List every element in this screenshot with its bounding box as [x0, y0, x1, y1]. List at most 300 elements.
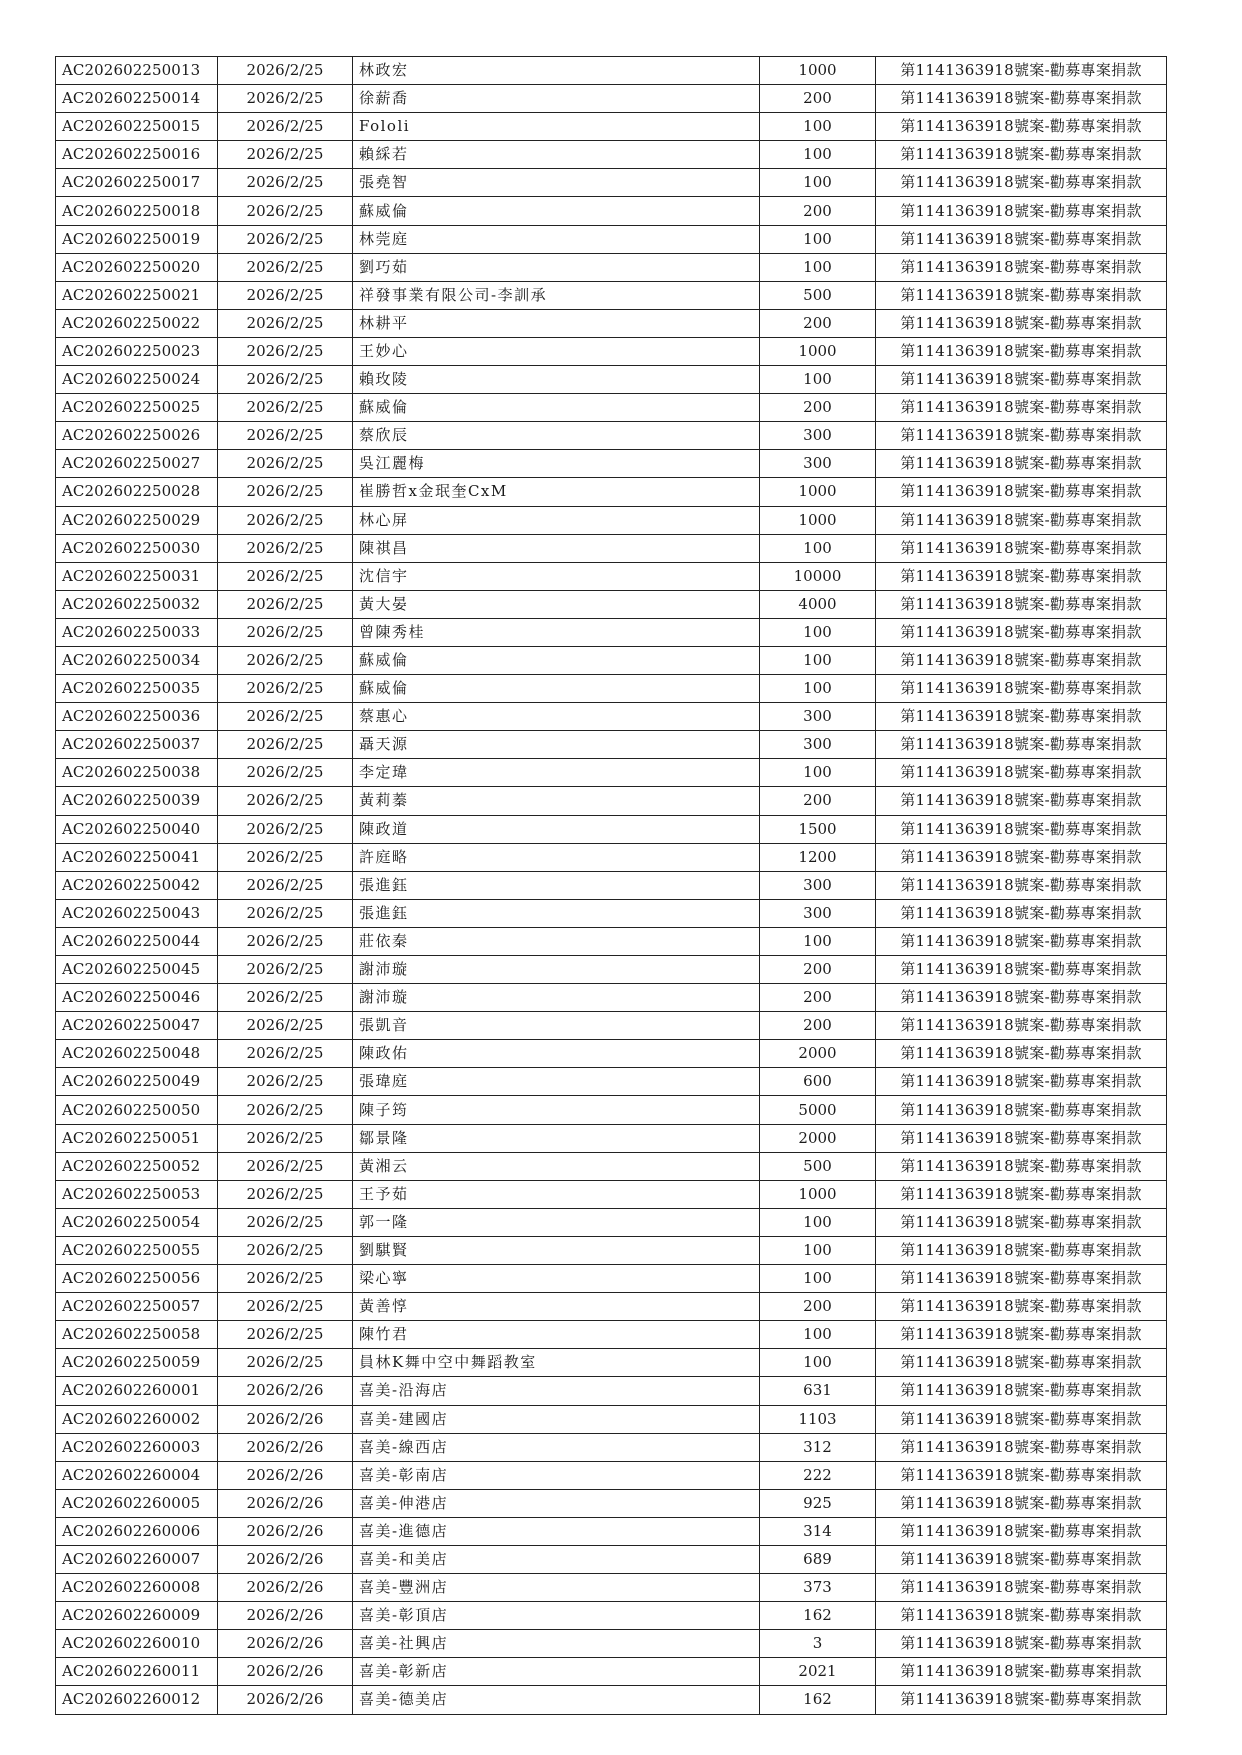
- receipt-id-cell: AC202602250018: [56, 197, 218, 225]
- case-note-cell: 第1141363918號案-勸募專案捐款: [876, 984, 1167, 1012]
- case-note-cell: 第1141363918號案-勸募專案捐款: [876, 1208, 1167, 1236]
- donor-name-cell: 張堯智: [353, 169, 760, 197]
- receipt-id-cell: AC202602250035: [56, 675, 218, 703]
- donor-name-cell: 徐薪喬: [353, 85, 760, 113]
- donor-name-cell: 張進鈺: [353, 899, 760, 927]
- amount-cell: 300: [760, 422, 876, 450]
- receipt-id-cell: AC202602250042: [56, 871, 218, 899]
- case-note-cell: 第1141363918號案-勸募專案捐款: [876, 843, 1167, 871]
- donor-name-cell: 張凱音: [353, 1012, 760, 1040]
- donor-name-cell: 郭一隆: [353, 1208, 760, 1236]
- receipt-id-cell: AC202602250052: [56, 1152, 218, 1180]
- amount-cell: 373: [760, 1574, 876, 1602]
- donation-date-cell: 2026/2/25: [218, 871, 353, 899]
- table-row: [56, 1068, 1167, 1096]
- donation-date-cell: 2026/2/25: [218, 197, 353, 225]
- amount-cell: 100: [760, 141, 876, 169]
- case-note-cell: 第1141363918號案-勸募專案捐款: [876, 1545, 1167, 1573]
- donation-date-cell: 2026/2/26: [218, 1574, 353, 1602]
- amount-cell: 200: [760, 394, 876, 422]
- amount-cell: 1103: [760, 1405, 876, 1433]
- table-row: [56, 1124, 1167, 1152]
- donor-name-cell: 黃善惇: [353, 1293, 760, 1321]
- amount-cell: 1000: [760, 57, 876, 85]
- case-note-cell: 第1141363918號案-勸募專案捐款: [876, 1349, 1167, 1377]
- case-note-cell: 第1141363918號案-勸募專案捐款: [876, 169, 1167, 197]
- table-row: [56, 1180, 1167, 1208]
- table-row: [56, 1574, 1167, 1602]
- donation-date-cell: 2026/2/25: [218, 646, 353, 674]
- donor-name-cell: 喜美-彰新店: [353, 1658, 760, 1686]
- table-row: [56, 1630, 1167, 1658]
- donor-name-cell: 王予茹: [353, 1180, 760, 1208]
- receipt-id-cell: AC202602250045: [56, 956, 218, 984]
- receipt-id-cell: AC202602250023: [56, 337, 218, 365]
- table-row: [56, 450, 1167, 478]
- donation-date-cell: 2026/2/25: [218, 450, 353, 478]
- donor-name-cell: 蘇威倫: [353, 394, 760, 422]
- donor-name-cell: 蘇威倫: [353, 646, 760, 674]
- amount-cell: 312: [760, 1433, 876, 1461]
- amount-cell: 200: [760, 787, 876, 815]
- donor-name-cell: 陳政道: [353, 815, 760, 843]
- donor-name-cell: 莊依秦: [353, 927, 760, 955]
- table-row: [56, 1377, 1167, 1405]
- donation-date-cell: 2026/2/25: [218, 1040, 353, 1068]
- donor-name-cell: 陳祺昌: [353, 534, 760, 562]
- amount-cell: 200: [760, 956, 876, 984]
- table-row: [56, 590, 1167, 618]
- donation-date-cell: 2026/2/25: [218, 534, 353, 562]
- table-row: [56, 1461, 1167, 1489]
- table-row: [56, 113, 1167, 141]
- receipt-id-cell: AC202602250029: [56, 506, 218, 534]
- case-note-cell: 第1141363918號案-勸募專案捐款: [876, 1152, 1167, 1180]
- table-row: [56, 1236, 1167, 1264]
- table-row: [56, 984, 1167, 1012]
- amount-cell: 2000: [760, 1040, 876, 1068]
- donor-name-cell: 張瑋庭: [353, 1068, 760, 1096]
- case-note-cell: 第1141363918號案-勸募專案捐款: [876, 1686, 1167, 1714]
- amount-cell: 300: [760, 899, 876, 927]
- table-row: [56, 1517, 1167, 1545]
- case-note-cell: 第1141363918號案-勸募專案捐款: [876, 1180, 1167, 1208]
- receipt-id-cell: AC202602250028: [56, 478, 218, 506]
- donor-name-cell: 喜美-彰南店: [353, 1461, 760, 1489]
- case-note-cell: 第1141363918號案-勸募專案捐款: [876, 1602, 1167, 1630]
- donor-name-cell: 喜美-和美店: [353, 1545, 760, 1573]
- receipt-id-cell: AC202602250036: [56, 703, 218, 731]
- table-row: [56, 478, 1167, 506]
- donor-name-cell: 吳江麗梅: [353, 450, 760, 478]
- table-row: [56, 422, 1167, 450]
- donor-name-cell: 喜美-彰頂店: [353, 1602, 760, 1630]
- donation-date-cell: 2026/2/25: [218, 787, 353, 815]
- donation-date-cell: 2026/2/25: [218, 1236, 353, 1264]
- case-note-cell: 第1141363918號案-勸募專案捐款: [876, 85, 1167, 113]
- donor-name-cell: 鄒景隆: [353, 1124, 760, 1152]
- donor-name-cell: 員林K舞中空中舞蹈教室: [353, 1349, 760, 1377]
- donation-date-cell: 2026/2/25: [218, 141, 353, 169]
- donation-ledger-table: [55, 56, 1167, 1715]
- donation-date-cell: 2026/2/25: [218, 337, 353, 365]
- donation-date-cell: 2026/2/25: [218, 1068, 353, 1096]
- amount-cell: 631: [760, 1377, 876, 1405]
- receipt-id-cell: AC202602250022: [56, 309, 218, 337]
- amount-cell: 100: [760, 534, 876, 562]
- table-row: [56, 169, 1167, 197]
- donor-name-cell: 喜美-線西店: [353, 1433, 760, 1461]
- receipt-id-cell: AC202602250041: [56, 843, 218, 871]
- case-note-cell: 第1141363918號案-勸募專案捐款: [876, 1265, 1167, 1293]
- receipt-id-cell: AC202602250034: [56, 646, 218, 674]
- case-note-cell: 第1141363918號案-勸募專案捐款: [876, 506, 1167, 534]
- table-row: [56, 309, 1167, 337]
- receipt-id-cell: AC202602250025: [56, 394, 218, 422]
- case-note-cell: 第1141363918號案-勸募專案捐款: [876, 815, 1167, 843]
- donor-name-cell: 蔡惠心: [353, 703, 760, 731]
- receipt-id-cell: AC202602250020: [56, 253, 218, 281]
- amount-cell: 300: [760, 731, 876, 759]
- amount-cell: 925: [760, 1489, 876, 1517]
- case-note-cell: 第1141363918號案-勸募專案捐款: [876, 1012, 1167, 1040]
- donation-date-cell: 2026/2/25: [218, 1012, 353, 1040]
- case-note-cell: 第1141363918號案-勸募專案捐款: [876, 956, 1167, 984]
- table-row: [56, 815, 1167, 843]
- receipt-id-cell: AC202602250031: [56, 562, 218, 590]
- amount-cell: 200: [760, 984, 876, 1012]
- receipt-id-cell: AC202602250055: [56, 1236, 218, 1264]
- receipt-id-cell: AC202602250030: [56, 534, 218, 562]
- donor-name-cell: 林心屏: [353, 506, 760, 534]
- case-note-cell: 第1141363918號案-勸募專案捐款: [876, 1630, 1167, 1658]
- donor-name-cell: 劉巧茹: [353, 253, 760, 281]
- donor-name-cell: 劉騏賢: [353, 1236, 760, 1264]
- case-note-cell: 第1141363918號案-勸募專案捐款: [876, 1489, 1167, 1517]
- donation-date-cell: 2026/2/26: [218, 1377, 353, 1405]
- donation-date-cell: 2026/2/25: [218, 113, 353, 141]
- donor-name-cell: 喜美-建國店: [353, 1405, 760, 1433]
- case-note-cell: 第1141363918號案-勸募專案捐款: [876, 646, 1167, 674]
- amount-cell: 100: [760, 1349, 876, 1377]
- receipt-id-cell: AC202602250043: [56, 899, 218, 927]
- amount-cell: 100: [760, 1321, 876, 1349]
- receipt-id-cell: AC202602250038: [56, 759, 218, 787]
- donation-date-cell: 2026/2/25: [218, 478, 353, 506]
- case-note-cell: 第1141363918號案-勸募專案捐款: [876, 225, 1167, 253]
- case-note-cell: 第1141363918號案-勸募專案捐款: [876, 1377, 1167, 1405]
- amount-cell: 200: [760, 1293, 876, 1321]
- receipt-id-cell: AC202602260005: [56, 1489, 218, 1517]
- table-row: [56, 1545, 1167, 1573]
- donor-name-cell: 張進鈺: [353, 871, 760, 899]
- amount-cell: 200: [760, 197, 876, 225]
- donation-date-cell: 2026/2/25: [218, 1124, 353, 1152]
- case-note-cell: 第1141363918號案-勸募專案捐款: [876, 927, 1167, 955]
- donor-name-cell: 蘇威倫: [353, 675, 760, 703]
- donor-name-cell: 黃湘云: [353, 1152, 760, 1180]
- donor-name-cell: 梁心寧: [353, 1265, 760, 1293]
- donation-date-cell: 2026/2/25: [218, 815, 353, 843]
- amount-cell: 100: [760, 253, 876, 281]
- case-note-cell: 第1141363918號案-勸募專案捐款: [876, 703, 1167, 731]
- ledger-body: [56, 57, 1167, 1715]
- case-note-cell: 第1141363918號案-勸募專案捐款: [876, 1321, 1167, 1349]
- table-row: [56, 1096, 1167, 1124]
- amount-cell: 100: [760, 675, 876, 703]
- donation-date-cell: 2026/2/26: [218, 1602, 353, 1630]
- donation-date-cell: 2026/2/26: [218, 1461, 353, 1489]
- receipt-id-cell: AC202602260002: [56, 1405, 218, 1433]
- amount-cell: 300: [760, 703, 876, 731]
- donation-date-cell: 2026/2/25: [218, 281, 353, 309]
- donor-name-cell: 聶天源: [353, 731, 760, 759]
- amount-cell: 5000: [760, 1096, 876, 1124]
- amount-cell: 500: [760, 1152, 876, 1180]
- case-note-cell: 第1141363918號案-勸募專案捐款: [876, 1096, 1167, 1124]
- amount-cell: 4000: [760, 590, 876, 618]
- case-note-cell: 第1141363918號案-勸募專案捐款: [876, 281, 1167, 309]
- amount-cell: 1000: [760, 506, 876, 534]
- table-row: [56, 534, 1167, 562]
- case-note-cell: 第1141363918號案-勸募專案捐款: [876, 253, 1167, 281]
- case-note-cell: 第1141363918號案-勸募專案捐款: [876, 450, 1167, 478]
- table-row: [56, 1433, 1167, 1461]
- table-row: [56, 57, 1167, 85]
- donation-date-cell: 2026/2/25: [218, 225, 353, 253]
- receipt-id-cell: AC202602250014: [56, 85, 218, 113]
- donor-name-cell: 曾陳秀桂: [353, 618, 760, 646]
- table-row: [56, 1152, 1167, 1180]
- amount-cell: 3: [760, 1630, 876, 1658]
- donor-name-cell: 喜美-伸港店: [353, 1489, 760, 1517]
- donor-name-cell: 謝沛璇: [353, 956, 760, 984]
- donation-date-cell: 2026/2/25: [218, 1152, 353, 1180]
- donation-date-cell: 2026/2/26: [218, 1489, 353, 1517]
- amount-cell: 1500: [760, 815, 876, 843]
- donor-name-cell: 林耕平: [353, 309, 760, 337]
- donor-name-cell: 黃莉蓁: [353, 787, 760, 815]
- donation-date-cell: 2026/2/26: [218, 1517, 353, 1545]
- amount-cell: 500: [760, 281, 876, 309]
- donor-name-cell: 陳政佑: [353, 1040, 760, 1068]
- amount-cell: 100: [760, 618, 876, 646]
- receipt-id-cell: AC202602250032: [56, 590, 218, 618]
- donor-name-cell: 喜美-進德店: [353, 1517, 760, 1545]
- amount-cell: 200: [760, 1012, 876, 1040]
- receipt-id-cell: AC202602250021: [56, 281, 218, 309]
- donor-name-cell: 蘇威倫: [353, 197, 760, 225]
- table-row: [56, 562, 1167, 590]
- donor-name-cell: 崔勝哲x金珉奎CxM: [353, 478, 760, 506]
- donation-date-cell: 2026/2/25: [218, 843, 353, 871]
- donation-date-cell: 2026/2/25: [218, 618, 353, 646]
- donor-name-cell: 李定瑋: [353, 759, 760, 787]
- receipt-id-cell: AC202602250056: [56, 1265, 218, 1293]
- donation-date-cell: 2026/2/26: [218, 1545, 353, 1573]
- receipt-id-cell: AC202602250044: [56, 927, 218, 955]
- table-row: [56, 927, 1167, 955]
- table-row: [56, 141, 1167, 169]
- amount-cell: 200: [760, 85, 876, 113]
- receipt-id-cell: AC202602250016: [56, 141, 218, 169]
- amount-cell: 100: [760, 366, 876, 394]
- receipt-id-cell: AC202602250053: [56, 1180, 218, 1208]
- donation-date-cell: 2026/2/25: [218, 169, 353, 197]
- table-row: [56, 337, 1167, 365]
- receipt-id-cell: AC202602260004: [56, 1461, 218, 1489]
- receipt-id-cell: AC202602250059: [56, 1349, 218, 1377]
- donation-date-cell: 2026/2/26: [218, 1658, 353, 1686]
- table-row: [56, 1265, 1167, 1293]
- donor-name-cell: Fololi: [353, 113, 760, 141]
- donation-ledger-page: [55, 56, 1166, 1715]
- amount-cell: 162: [760, 1602, 876, 1630]
- donor-name-cell: 黃大晏: [353, 590, 760, 618]
- case-note-cell: 第1141363918號案-勸募專案捐款: [876, 1236, 1167, 1264]
- case-note-cell: 第1141363918號案-勸募專案捐款: [876, 731, 1167, 759]
- donor-name-cell: 林莞庭: [353, 225, 760, 253]
- donation-date-cell: 2026/2/25: [218, 253, 353, 281]
- receipt-id-cell: AC202602250047: [56, 1012, 218, 1040]
- receipt-id-cell: AC202602250048: [56, 1040, 218, 1068]
- amount-cell: 100: [760, 1208, 876, 1236]
- donation-date-cell: 2026/2/25: [218, 1265, 353, 1293]
- case-note-cell: 第1141363918號案-勸募專案捐款: [876, 759, 1167, 787]
- donation-date-cell: 2026/2/25: [218, 1321, 353, 1349]
- receipt-id-cell: AC202602250039: [56, 787, 218, 815]
- donation-date-cell: 2026/2/25: [218, 366, 353, 394]
- table-row: [56, 956, 1167, 984]
- amount-cell: 100: [760, 113, 876, 141]
- donation-date-cell: 2026/2/25: [218, 1180, 353, 1208]
- case-note-cell: 第1141363918號案-勸募專案捐款: [876, 1517, 1167, 1545]
- table-row: [56, 366, 1167, 394]
- table-row: [56, 731, 1167, 759]
- table-row: [56, 225, 1167, 253]
- donation-date-cell: 2026/2/25: [218, 703, 353, 731]
- table-row: [56, 899, 1167, 927]
- amount-cell: 100: [760, 1236, 876, 1264]
- case-note-cell: 第1141363918號案-勸募專案捐款: [876, 534, 1167, 562]
- receipt-id-cell: AC202602260007: [56, 1545, 218, 1573]
- donation-date-cell: 2026/2/25: [218, 1208, 353, 1236]
- receipt-id-cell: AC202602250054: [56, 1208, 218, 1236]
- receipt-id-cell: AC202602250026: [56, 422, 218, 450]
- receipt-id-cell: AC202602250049: [56, 1068, 218, 1096]
- donation-date-cell: 2026/2/25: [218, 394, 353, 422]
- donor-name-cell: 祥發事業有限公司-李訓承: [353, 281, 760, 309]
- donor-name-cell: 沈信宇: [353, 562, 760, 590]
- donor-name-cell: 王妙心: [353, 337, 760, 365]
- donation-date-cell: 2026/2/25: [218, 927, 353, 955]
- amount-cell: 222: [760, 1461, 876, 1489]
- case-note-cell: 第1141363918號案-勸募專案捐款: [876, 1405, 1167, 1433]
- case-note-cell: 第1141363918號案-勸募專案捐款: [876, 899, 1167, 927]
- amount-cell: 2021: [760, 1658, 876, 1686]
- receipt-id-cell: AC202602250024: [56, 366, 218, 394]
- case-note-cell: 第1141363918號案-勸募專案捐款: [876, 57, 1167, 85]
- case-note-cell: 第1141363918號案-勸募專案捐款: [876, 113, 1167, 141]
- table-row: [56, 394, 1167, 422]
- donation-date-cell: 2026/2/25: [218, 1293, 353, 1321]
- table-row: [56, 197, 1167, 225]
- receipt-id-cell: AC202602260009: [56, 1602, 218, 1630]
- case-note-cell: 第1141363918號案-勸募專案捐款: [876, 1658, 1167, 1686]
- receipt-id-cell: AC202602250019: [56, 225, 218, 253]
- amount-cell: 1000: [760, 337, 876, 365]
- amount-cell: 689: [760, 1545, 876, 1573]
- table-row: [56, 1349, 1167, 1377]
- donor-name-cell: 喜美-德美店: [353, 1686, 760, 1714]
- amount-cell: 2000: [760, 1124, 876, 1152]
- donation-date-cell: 2026/2/25: [218, 1096, 353, 1124]
- donation-date-cell: 2026/2/25: [218, 562, 353, 590]
- case-note-cell: 第1141363918號案-勸募專案捐款: [876, 1574, 1167, 1602]
- donation-date-cell: 2026/2/25: [218, 57, 353, 85]
- donor-name-cell: 喜美-社興店: [353, 1630, 760, 1658]
- donation-date-cell: 2026/2/25: [218, 899, 353, 927]
- table-row: [56, 843, 1167, 871]
- amount-cell: 100: [760, 927, 876, 955]
- case-note-cell: 第1141363918號案-勸募專案捐款: [876, 590, 1167, 618]
- table-row: [56, 1686, 1167, 1714]
- amount-cell: 100: [760, 759, 876, 787]
- donor-name-cell: 賴綵若: [353, 141, 760, 169]
- donor-name-cell: 謝沛璇: [353, 984, 760, 1012]
- table-row: [56, 253, 1167, 281]
- amount-cell: 100: [760, 225, 876, 253]
- case-note-cell: 第1141363918號案-勸募專案捐款: [876, 1433, 1167, 1461]
- table-row: [56, 1040, 1167, 1068]
- receipt-id-cell: AC202602260012: [56, 1686, 218, 1714]
- table-row: [56, 1293, 1167, 1321]
- table-row: [56, 1405, 1167, 1433]
- donation-date-cell: 2026/2/25: [218, 731, 353, 759]
- case-note-cell: 第1141363918號案-勸募專案捐款: [876, 478, 1167, 506]
- receipt-id-cell: AC202602250017: [56, 169, 218, 197]
- donation-date-cell: 2026/2/26: [218, 1630, 353, 1658]
- amount-cell: 1000: [760, 1180, 876, 1208]
- donation-date-cell: 2026/2/25: [218, 309, 353, 337]
- receipt-id-cell: AC202602260010: [56, 1630, 218, 1658]
- case-note-cell: 第1141363918號案-勸募專案捐款: [876, 141, 1167, 169]
- amount-cell: 162: [760, 1686, 876, 1714]
- donation-date-cell: 2026/2/25: [218, 984, 353, 1012]
- receipt-id-cell: AC202602260006: [56, 1517, 218, 1545]
- receipt-id-cell: AC202602250037: [56, 731, 218, 759]
- donor-name-cell: 喜美-豐洲店: [353, 1574, 760, 1602]
- case-note-cell: 第1141363918號案-勸募專案捐款: [876, 1293, 1167, 1321]
- receipt-id-cell: AC202602250046: [56, 984, 218, 1012]
- amount-cell: 1200: [760, 843, 876, 871]
- receipt-id-cell: AC202602250013: [56, 57, 218, 85]
- donor-name-cell: 喜美-沿海店: [353, 1377, 760, 1405]
- receipt-id-cell: AC202602260011: [56, 1658, 218, 1686]
- case-note-cell: 第1141363918號案-勸募專案捐款: [876, 309, 1167, 337]
- case-note-cell: 第1141363918號案-勸募專案捐款: [876, 394, 1167, 422]
- donation-date-cell: 2026/2/25: [218, 675, 353, 703]
- case-note-cell: 第1141363918號案-勸募專案捐款: [876, 787, 1167, 815]
- receipt-id-cell: AC202602250050: [56, 1096, 218, 1124]
- amount-cell: 300: [760, 871, 876, 899]
- table-row: [56, 1602, 1167, 1630]
- receipt-id-cell: AC202602260001: [56, 1377, 218, 1405]
- amount-cell: 200: [760, 309, 876, 337]
- donation-date-cell: 2026/2/25: [218, 1349, 353, 1377]
- donation-date-cell: 2026/2/26: [218, 1433, 353, 1461]
- table-row: [56, 1012, 1167, 1040]
